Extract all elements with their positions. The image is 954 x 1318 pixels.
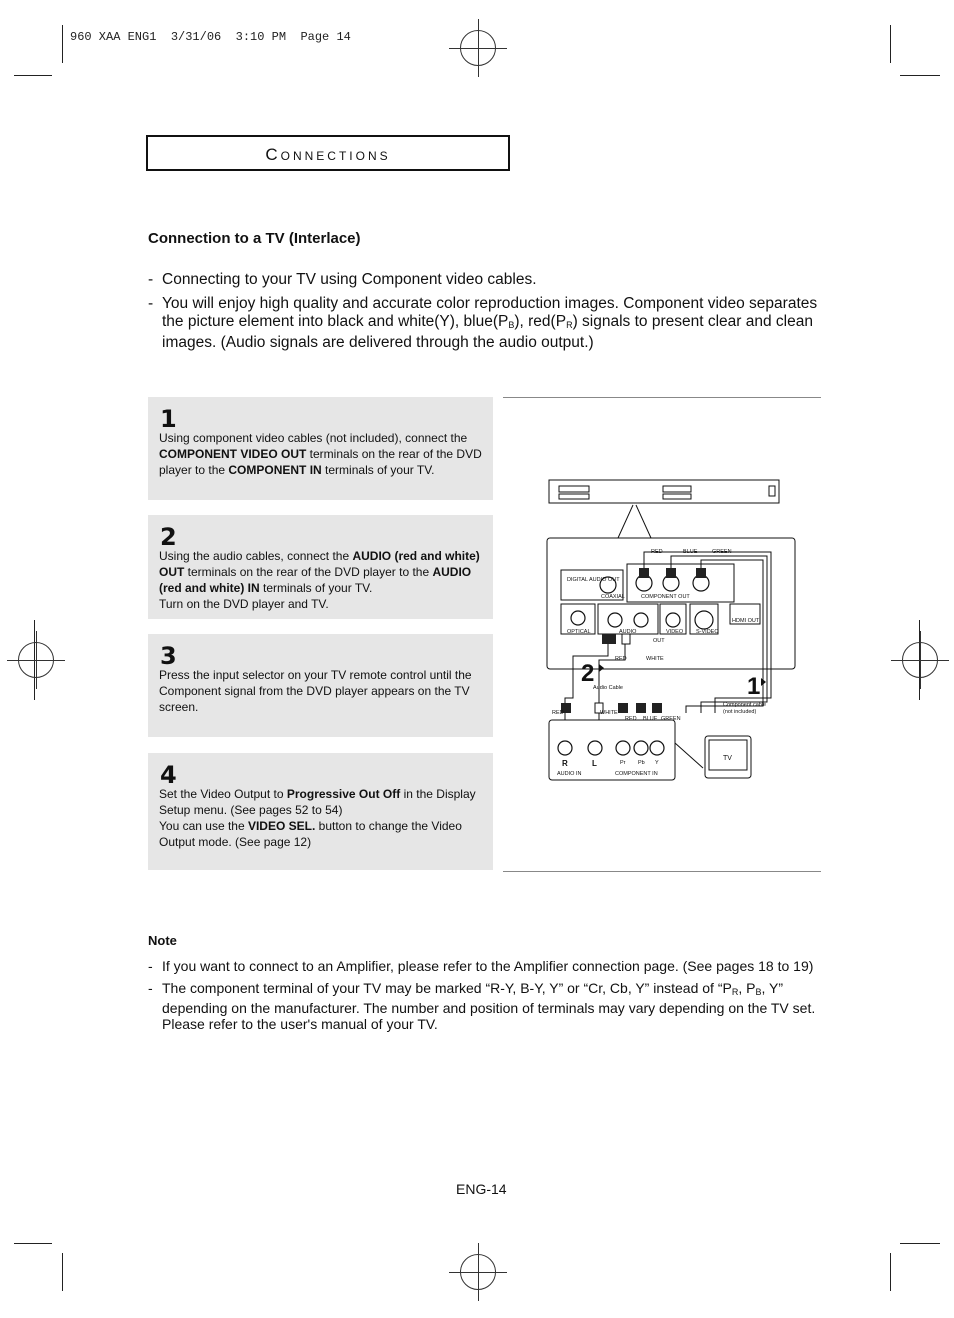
label-green-comp: GREEN [661,716,681,722]
registration-mark [460,1254,496,1290]
registration-mark [460,30,496,66]
crop-mark [62,1253,63,1291]
step-text: Set the Video Output to Progressive Out Off in the Display Setup menu. (See pages 52 to 54) You can use the VIDEO SEL. button to change the Video Output mode. (See page 12) [159,787,476,849]
label-r-mark: R [562,759,568,768]
connection-diagram [503,397,821,872]
label-audio: AUDIO [619,629,637,635]
registration-mark [902,642,938,678]
diagram-svg [503,398,821,871]
label-red: RED [651,549,663,555]
step-number: 1 [160,405,177,433]
step-number: 3 [160,642,177,670]
label-red-comp: RED [625,716,637,722]
label-video: VIDEO [666,629,684,635]
step-number: 4 [160,761,177,789]
step-number: 2 [160,523,177,551]
crop-mark [890,25,891,63]
intro-bullet [148,295,818,352]
step-panel-2 [148,515,493,619]
registration-mark [18,642,54,678]
note-text: If you want to connect to an Amplifier, please refer to the Amplifier connection page. (See pages 18 to 19) [162,958,814,974]
step-panel-1 [148,397,493,500]
bullet-dash: - [148,271,154,288]
crop-mark [14,75,52,76]
label-audio-in: AUDIO IN [557,771,582,777]
label-l-mark: L [592,759,597,768]
label-audio-cable: Audio Cable [593,685,623,691]
label-pb: Pb [638,760,645,766]
label-out: OUT [653,638,665,644]
page-number: ENG-14 [456,1181,507,1197]
subheading: Connection to a TV (Interlace) [148,230,361,247]
label-blue-comp: BLUE [643,716,658,722]
section-title-box [146,135,510,171]
label-red-tv: RED [552,710,564,716]
label-digital-audio-out: DIGITAL AUDIO OUT [567,577,620,583]
section-title: Connections [265,145,391,164]
step-panel-4 [148,753,493,870]
label-green: GREEN [712,549,732,555]
step-text: Using the audio cables, connect the AUDIO (red and white) OUT terminals on the rear of the DVD player to the AUDIO (red and white) IN terminals of your TV. Turn on the DVD player and TV. [159,549,480,611]
label-white-audio: WHITE [646,656,664,662]
label-component-cable: Component cable [723,702,767,708]
bullet-dash: - [148,295,154,312]
note-bullet [148,958,818,974]
label-component-out: COMPONENT OUT [641,594,690,600]
label-blue: BLUE [683,549,698,555]
note-bullet [148,980,818,1032]
step-1-marker: 1 [747,673,761,700]
step-text: Using component video cables (not included), connect the COMPONENT VIDEO OUT terminals on the rear of the DVD player to the COMPONENT IN terminals of your TV. [159,431,482,477]
bullet-dash: - [148,980,153,996]
note-text: The component terminal of your TV may be marked “R-Y, B-Y, Y” or “Cr, Cb, Y” instead of “$P_R$, $P_B$, Y” depending on the manufacturer. The number and position of terminals may vary depending on the TV set. Please refer to the user's manual of your TV. [162,980,816,1032]
label-white-tv: WHITE [600,710,618,716]
step-2-marker: 2 [581,660,595,687]
step-panel-3 [148,634,493,737]
step-text: Press the input selector on your TV remote control until the Component signal from the DVD player appears on the TV screen. [159,668,472,714]
crop-mark [62,25,63,63]
crop-mark [900,75,940,76]
label-s-video: S-VIDEO [696,629,719,635]
label-optical: OPTICAL [567,629,591,635]
note-heading: Note [148,933,177,948]
intro-bullet [148,271,818,289]
print-slug: 960 XAA ENG1 3/31/06 3:10 PM Page 14 [70,30,351,44]
bullet-dash: - [148,958,153,974]
tv-label: TV [723,755,732,762]
crop-mark [890,1253,891,1291]
label-y: Y [655,760,659,766]
label-hdmi-out: HDMI OUT [732,618,760,624]
label-coaxial: COAXIAL [601,594,625,600]
label-pr: Pr [620,760,626,766]
crop-mark [900,1243,940,1244]
label-component-in: COMPONENT IN [615,771,658,777]
crop-mark [14,1243,52,1244]
bullet-text: You will enjoy high quality and accurate color reproduction images. Component video separates the picture element into black and white(Y), $blue(P_B)$, $red(P_R)$ signals to present clear and clean images. (Audio signals are delivered through the audio output.) [162,295,818,351]
bullet-text: Connecting to your TV using Component video cables. [162,271,537,288]
label-red-audio: RED [615,656,627,662]
label-not-included: (not included) [723,709,757,715]
